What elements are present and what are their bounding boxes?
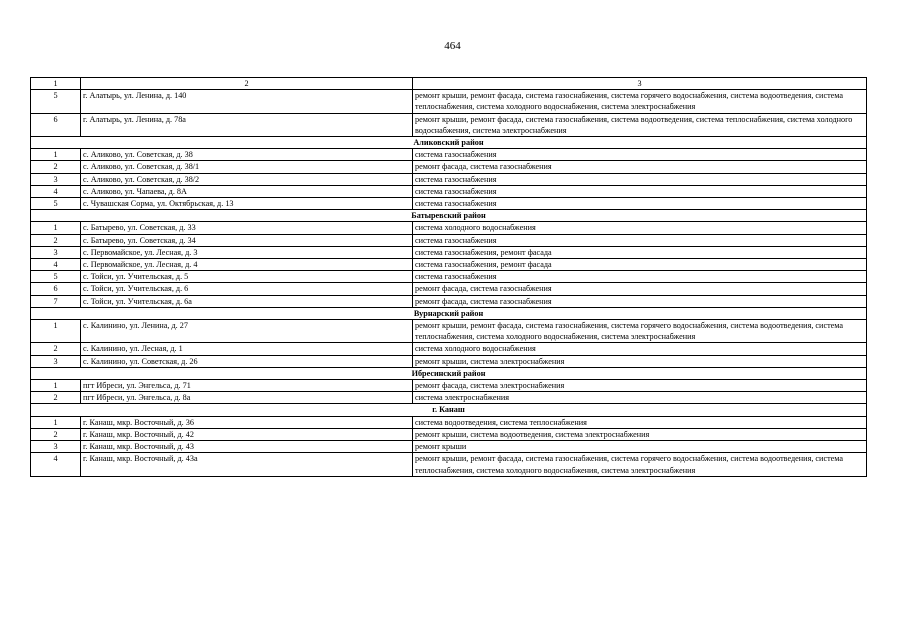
table-row (31, 222, 867, 234)
district-title: г. Канаш (31, 404, 867, 416)
row-number-cell: 1 (31, 416, 81, 428)
address-cell: г. Канаш, мкр. Восточный, д. 43а (81, 453, 413, 476)
systems-cell: система газоснабжения (413, 198, 867, 210)
row-number-cell: 6 (31, 283, 81, 295)
district-section-row (31, 307, 867, 319)
table-row (31, 90, 867, 113)
address-cell: с. Тойси, ул. Учительская, д. 5 (81, 271, 413, 283)
systems-cell: ремонт фасада, система электроснабжения (413, 380, 867, 392)
systems-cell: система холодного водоснабжения (413, 343, 867, 355)
address-cell: г. Канаш, мкр. Восточный, д. 42 (81, 428, 413, 440)
address-cell: с. Тойси, ул. Учительская, д. 6 (81, 283, 413, 295)
table-row (31, 416, 867, 428)
table-row (31, 392, 867, 404)
systems-cell: ремонт крыши, ремонт фасада, система газоснабжения, система горячего водоснабжения, система водоотведения, система теплоснабжения, система холодного водоснабжения, система электроснабжения (413, 90, 867, 113)
row-number-cell: 5 (31, 271, 81, 283)
systems-cell: система водоотведения, система теплоснабжения (413, 416, 867, 428)
address-cell: с. Калинино, ул. Советская, д. 26 (81, 355, 413, 367)
table-row (31, 173, 867, 185)
table-row (31, 149, 867, 161)
address-cell: с. Батырево, ул. Советская, д. 34 (81, 234, 413, 246)
systems-cell: ремонт фасада, система газоснабжения (413, 283, 867, 295)
systems-cell: система газоснабжения, ремонт фасада (413, 259, 867, 271)
row-number-cell: 3 (31, 441, 81, 453)
table-row (31, 343, 867, 355)
systems-cell: ремонт крыши (413, 441, 867, 453)
address-cell: пгт Ибреси, ул. Энгельса, д. 8а (81, 392, 413, 404)
table-row (31, 198, 867, 210)
table-row (31, 185, 867, 197)
table-row (31, 320, 867, 343)
systems-cell: система газоснабжения (413, 173, 867, 185)
row-number-cell: 3 (31, 246, 81, 258)
column-header-1: 1 (31, 78, 81, 90)
district-section-row (31, 210, 867, 222)
row-number-cell: 7 (31, 295, 81, 307)
district-title: Ибресинский район (31, 367, 867, 379)
systems-cell: система газоснабжения (413, 271, 867, 283)
address-cell: с. Калинино, ул. Ленина, д. 27 (81, 320, 413, 343)
address-cell: с. Батырево, ул. Советская, д. 33 (81, 222, 413, 234)
systems-cell: система газоснабжения (413, 149, 867, 161)
row-number-cell: 5 (31, 90, 81, 113)
address-cell: пгт Ибреси, ул. Энгельса, д. 71 (81, 380, 413, 392)
column-header-3: 3 (413, 78, 867, 90)
address-cell: г. Алатырь, ул. Ленина, д. 140 (81, 90, 413, 113)
district-section-row (31, 137, 867, 149)
table-row (31, 295, 867, 307)
systems-cell: система холодного водоснабжения (413, 222, 867, 234)
row-number-cell: 2 (31, 234, 81, 246)
column-number-header-row (31, 78, 867, 90)
row-number-cell: 1 (31, 149, 81, 161)
table-row (31, 234, 867, 246)
row-number-cell: 3 (31, 355, 81, 367)
district-section-row (31, 404, 867, 416)
systems-cell: ремонт крыши, ремонт фасада, система газоснабжения, система водоотведения, система теплоснабжения, система холодного водоснабжения, система электроснабжения (413, 113, 867, 136)
buildings-table (30, 77, 867, 477)
district-section-row (31, 367, 867, 379)
systems-cell: ремонт крыши, система водоотведения, система электроснабжения (413, 428, 867, 440)
table-row (31, 259, 867, 271)
systems-cell: система электроснабжения (413, 392, 867, 404)
table-row (31, 380, 867, 392)
address-cell: с. Аликово, ул. Советская, д. 38/1 (81, 161, 413, 173)
table-row (31, 113, 867, 136)
table-row (31, 355, 867, 367)
systems-cell: система газоснабжения (413, 185, 867, 197)
address-cell: с. Тойси, ул. Учительская, д. 6а (81, 295, 413, 307)
district-title: Батыревский район (31, 210, 867, 222)
address-cell: г. Алатырь, ул. Ленина, д. 78а (81, 113, 413, 136)
systems-cell: ремонт фасада, система газоснабжения (413, 161, 867, 173)
row-number-cell: 6 (31, 113, 81, 136)
row-number-cell: 5 (31, 198, 81, 210)
systems-cell: ремонт крыши, ремонт фасада, система газоснабжения, система горячего водоснабжения, система водоотведения, система теплоснабжения, система холодного водоснабжения, система электроснабжения (413, 320, 867, 343)
district-title: Аликовский район (31, 137, 867, 149)
address-cell: с. Аликово, ул. Чапаева, д. 8А (81, 185, 413, 197)
table-row (31, 271, 867, 283)
page-number: 464 (444, 40, 461, 52)
systems-cell: ремонт крыши, ремонт фасада, система газоснабжения, система горячего водоснабжения, система водоотведения, система теплоснабжения, система холодного водоснабжения, система электроснабжения (413, 453, 867, 476)
systems-cell: ремонт крыши, система электроснабжения (413, 355, 867, 367)
table-row (31, 246, 867, 258)
address-cell: с. Аликово, ул. Советская, д. 38/2 (81, 173, 413, 185)
row-number-cell: 2 (31, 161, 81, 173)
systems-cell: система газоснабжения (413, 234, 867, 246)
table-row (31, 441, 867, 453)
address-cell: с. Калинино, ул. Лесная, д. 1 (81, 343, 413, 355)
district-title: Вурнарский район (31, 307, 867, 319)
table-row (31, 453, 867, 476)
table-row (31, 428, 867, 440)
row-number-cell: 2 (31, 428, 81, 440)
row-number-cell: 1 (31, 222, 81, 234)
systems-cell: ремонт фасада, система газоснабжения (413, 295, 867, 307)
table-row (31, 283, 867, 295)
row-number-cell: 1 (31, 380, 81, 392)
row-number-cell: 1 (31, 320, 81, 343)
row-number-cell: 2 (31, 392, 81, 404)
address-cell: с. Чувашская Сорма, ул. Октябрьская, д. 13 (81, 198, 413, 210)
address-cell: с. Аликово, ул. Советская, д. 38 (81, 149, 413, 161)
column-header-2: 2 (81, 78, 413, 90)
address-cell: г. Канаш, мкр. Восточный, д. 43 (81, 441, 413, 453)
table-row (31, 161, 867, 173)
address-cell: с. Первомайское, ул. Лесная, д. 4 (81, 259, 413, 271)
row-number-cell: 4 (31, 185, 81, 197)
row-number-cell: 4 (31, 453, 81, 476)
row-number-cell: 2 (31, 343, 81, 355)
address-cell: г. Канаш, мкр. Восточный, д. 36 (81, 416, 413, 428)
row-number-cell: 3 (31, 173, 81, 185)
address-cell: с. Первомайское, ул. Лесная, д. 3 (81, 246, 413, 258)
row-number-cell: 4 (31, 259, 81, 271)
systems-cell: система газоснабжения, ремонт фасада (413, 246, 867, 258)
